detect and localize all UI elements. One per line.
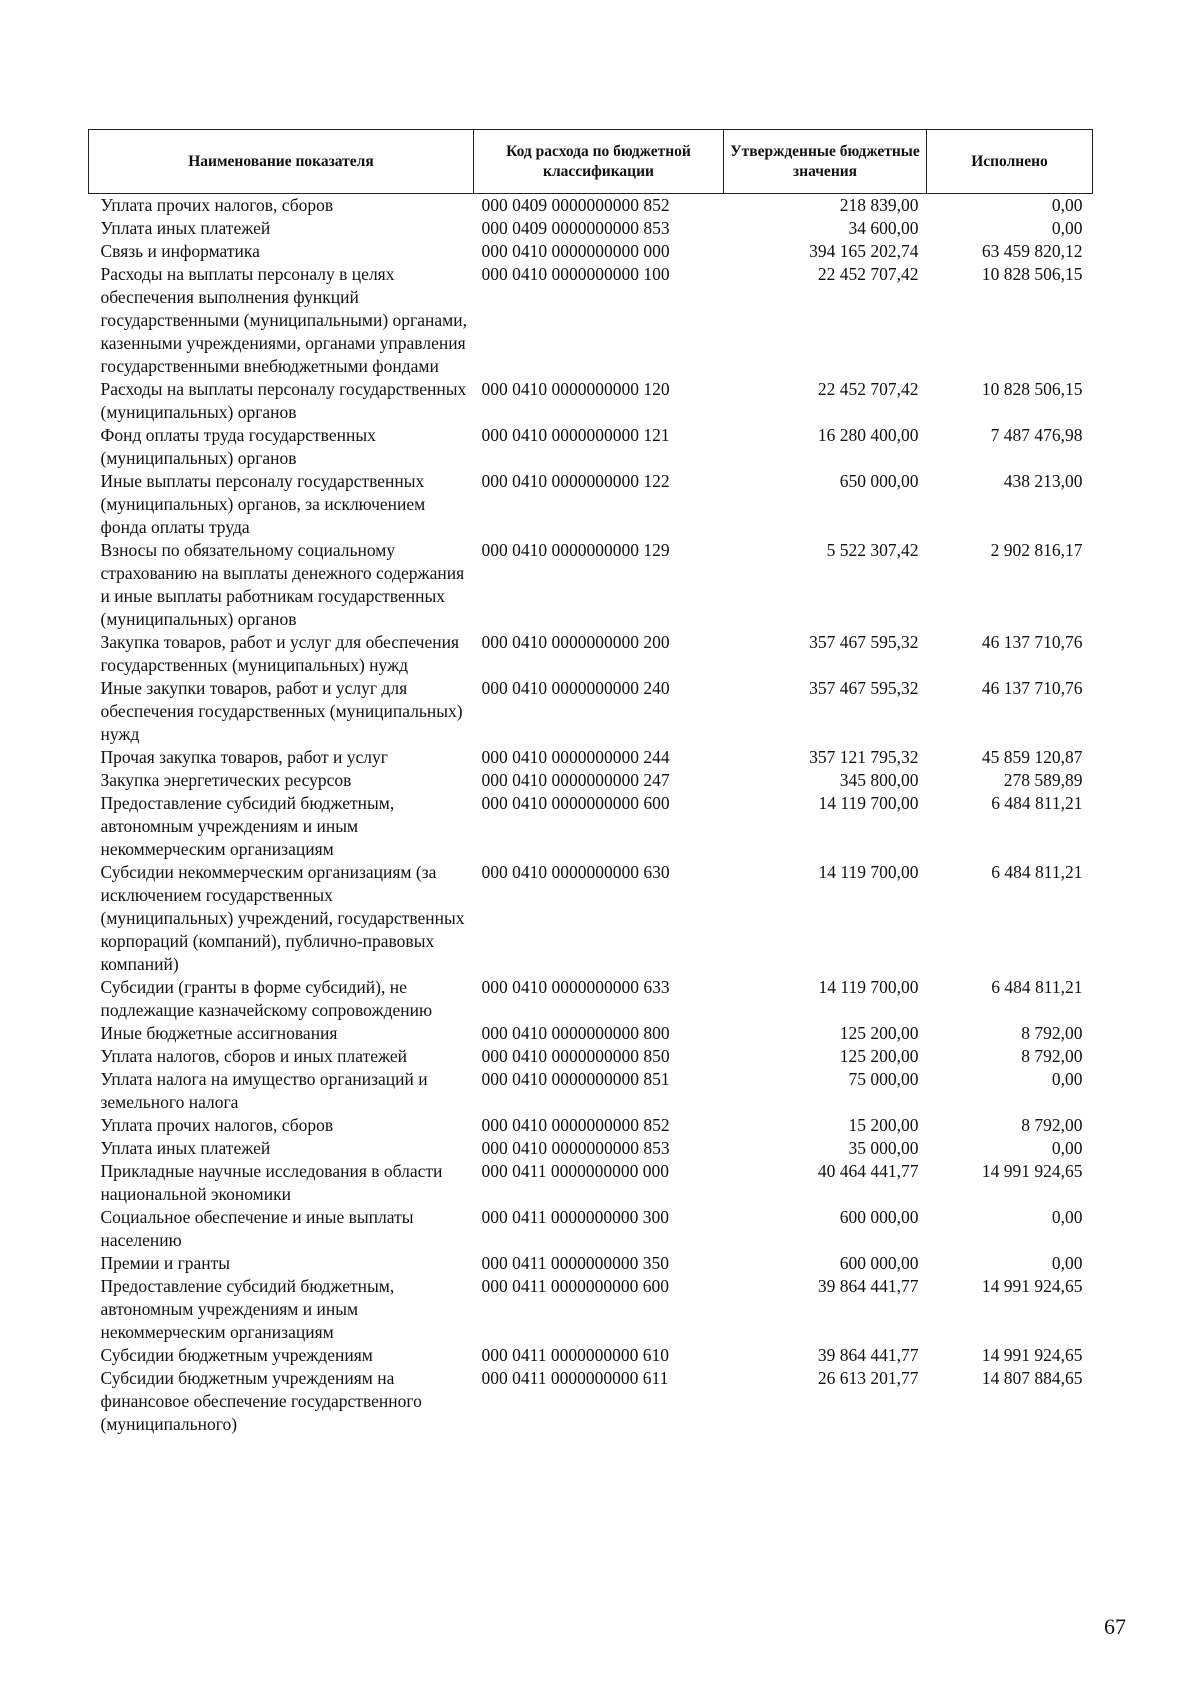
table-row — [89, 1344, 1093, 1367]
row-executed-value: 2 902 816,17 — [990, 540, 1083, 560]
table-row — [89, 194, 1093, 218]
row-approved-value: 650 000,00 — [839, 471, 919, 491]
row-approved-value: 14 119 700,00 — [818, 862, 919, 882]
row-executed-value: 8 792,00 — [1021, 1115, 1083, 1135]
row-budget-code: 000 0411 0000000000 300 — [481, 1207, 669, 1227]
row-name: Расходы на выплаты персоналу в целях обеспечения выполнения функций государственными (муниципальными) органами, казенными учреждениями, органами управления государственными внебюджетными фондами — [100, 264, 467, 376]
header-executed: Исполнено — [927, 130, 1093, 194]
row-budget-code: 000 0410 0000000000 122 — [481, 471, 670, 491]
row-executed-value: 45 859 120,87 — [981, 747, 1083, 767]
table-row — [89, 1275, 1093, 1344]
header-approved-values: Утвержденные бюджетные значения — [724, 130, 927, 194]
table-row — [89, 976, 1093, 1022]
row-budget-code: 000 0410 0000000000 000 — [481, 241, 670, 261]
table-row — [89, 424, 1093, 470]
row-approved-value: 14 119 700,00 — [818, 793, 919, 813]
row-name: Уплата налогов, сборов и иных платежей — [100, 1046, 407, 1066]
table-row — [89, 1045, 1093, 1068]
row-budget-code: 000 0411 0000000000 000 — [481, 1161, 669, 1181]
row-approved-value: 34 600,00 — [848, 218, 919, 238]
row-executed-value: 7 487 476,98 — [990, 425, 1083, 445]
table-row — [89, 792, 1093, 861]
row-name: Закупка энергетических ресурсов — [100, 770, 352, 790]
row-name: Субсидии некоммерческим организациям (за исключением государственных (муниципальных) учреждений, государственных корпораций (компаний), публично-правовых компаний) — [100, 862, 465, 974]
table-row — [89, 1206, 1093, 1252]
row-executed-value: 0,00 — [1051, 1253, 1083, 1273]
row-budget-code: 000 0409 0000000000 852 — [481, 195, 670, 215]
row-approved-value: 75 000,00 — [848, 1069, 919, 1089]
row-budget-code: 000 0410 0000000000 247 — [481, 770, 670, 790]
table-row — [89, 263, 1093, 378]
row-budget-code: 000 0411 0000000000 350 — [481, 1253, 669, 1273]
table-row — [89, 240, 1093, 263]
row-executed-value: 14 807 884,65 — [981, 1368, 1083, 1388]
row-name: Субсидии бюджетным учреждениям — [100, 1345, 373, 1365]
row-name: Фонд оплаты труда государственных (муниципальных) органов — [100, 425, 376, 468]
row-executed-value: 63 459 820,12 — [981, 241, 1083, 261]
row-approved-value: 40 464 441,77 — [817, 1161, 919, 1181]
row-budget-code: 000 0410 0000000000 633 — [481, 977, 670, 997]
row-name: Социальное обеспечение и иные выплаты населению — [100, 1207, 414, 1250]
row-executed-value: 0,00 — [1051, 1069, 1083, 1089]
row-name: Закупка товаров, работ и услуг для обеспечения государственных (муниципальных) нужд — [100, 632, 460, 675]
row-budget-code: 000 0410 0000000000 120 — [481, 379, 670, 399]
row-approved-value: 16 280 400,00 — [817, 425, 919, 445]
row-name: Иные закупки товаров, работ и услуг для обеспечения государственных (муниципальных) нужд — [100, 678, 463, 744]
row-budget-code: 000 0410 0000000000 800 — [481, 1023, 670, 1043]
table-row — [89, 1068, 1093, 1114]
row-approved-value: 357 121 795,32 — [809, 747, 919, 767]
row-name: Премии и гранты — [100, 1253, 231, 1273]
row-executed-value: 10 828 506,15 — [981, 379, 1083, 399]
row-executed-value: 0,00 — [1051, 1138, 1083, 1158]
row-executed-value: 6 484 811,21 — [991, 862, 1083, 882]
row-approved-value: 125 200,00 — [839, 1023, 919, 1043]
row-budget-code: 000 0410 0000000000 850 — [481, 1046, 670, 1066]
row-approved-value: 357 467 595,32 — [809, 678, 919, 698]
row-name: Иные выплаты персоналу государственных (муниципальных) органов, за исключением фонда оплаты труда — [100, 471, 426, 537]
row-executed-value: 0,00 — [1051, 218, 1083, 238]
table-row — [89, 677, 1093, 746]
row-executed-value: 10 828 506,15 — [981, 264, 1083, 284]
row-executed-value: 278 589,89 — [1003, 770, 1083, 790]
row-name: Расходы на выплаты персоналу государственных (муниципальных) органов — [100, 379, 467, 422]
row-budget-code: 000 0410 0000000000 852 — [481, 1115, 670, 1135]
table-row — [89, 631, 1093, 677]
row-approved-value: 357 467 595,32 — [809, 632, 919, 652]
row-executed-value: 6 484 811,21 — [991, 977, 1083, 997]
table-row — [89, 1022, 1093, 1045]
row-name: Уплата прочих налогов, сборов — [100, 1115, 334, 1135]
row-budget-code: 000 0410 0000000000 630 — [481, 862, 670, 882]
table-row — [89, 1114, 1093, 1137]
row-budget-code: 000 0410 0000000000 129 — [481, 540, 670, 560]
row-approved-value: 39 864 441,77 — [817, 1276, 919, 1296]
row-name: Уплата прочих налогов, сборов — [100, 195, 334, 215]
row-name: Субсидии (гранты в форме субсидий), не подлежащие казначейскому сопровождению — [100, 977, 433, 1020]
table-row — [89, 769, 1093, 792]
row-executed-value: 14 991 924,65 — [981, 1345, 1083, 1365]
table-header — [89, 130, 1093, 194]
row-approved-value: 5 522 307,42 — [826, 540, 919, 560]
row-approved-value: 14 119 700,00 — [818, 977, 919, 997]
row-approved-value: 22 452 707,42 — [817, 264, 919, 284]
row-budget-code: 000 0410 0000000000 100 — [481, 264, 670, 284]
row-budget-code: 000 0411 0000000000 611 — [481, 1368, 669, 1388]
row-name: Субсидии бюджетным учреждениям на финансовое обеспечение государственного (муниципального) — [100, 1368, 422, 1434]
row-approved-value: 26 613 201,77 — [817, 1368, 919, 1388]
row-approved-value: 15 200,00 — [848, 1115, 919, 1135]
table-row — [89, 378, 1093, 424]
row-budget-code: 000 0410 0000000000 200 — [481, 632, 670, 652]
table-row — [89, 746, 1093, 769]
row-approved-value: 600 000,00 — [839, 1207, 919, 1227]
row-budget-code: 000 0410 0000000000 853 — [481, 1138, 670, 1158]
row-approved-value: 35 000,00 — [848, 1138, 919, 1158]
row-budget-code: 000 0410 0000000000 121 — [481, 425, 670, 445]
row-approved-value: 394 165 202,74 — [809, 241, 919, 261]
row-approved-value: 125 200,00 — [839, 1046, 919, 1066]
row-name: Предоставление субсидий бюджетным, автономным учреждениям и иным некоммерческим организациям — [100, 793, 395, 859]
row-approved-value: 345 800,00 — [839, 770, 919, 790]
row-approved-value: 600 000,00 — [839, 1253, 919, 1273]
row-budget-code: 000 0410 0000000000 244 — [481, 747, 670, 767]
row-budget-code: 000 0410 0000000000 851 — [481, 1069, 670, 1089]
table-row — [89, 539, 1093, 631]
row-approved-value: 22 452 707,42 — [817, 379, 919, 399]
row-name: Связь и информатика — [100, 241, 260, 261]
row-name: Прочая закупка товаров, работ и услуг — [100, 747, 388, 767]
row-approved-value: 39 864 441,77 — [817, 1345, 919, 1365]
table-row — [89, 470, 1093, 539]
row-name: Уплата налога на имущество организаций и земельного налога — [100, 1069, 428, 1112]
row-name: Взносы по обязательному социальному страхованию на выплаты денежного содержания и иные выплаты работникам государственных (муниципальных) органов — [100, 540, 465, 629]
table-row — [89, 1252, 1093, 1275]
table-row — [89, 1160, 1093, 1206]
row-executed-value: 6 484 811,21 — [991, 793, 1083, 813]
row-budget-code: 000 0411 0000000000 600 — [481, 1276, 669, 1296]
row-executed-value: 0,00 — [1051, 195, 1083, 215]
header-indicator-name: Наименование показателя — [89, 130, 474, 194]
row-name: Предоставление субсидий бюджетным, автономным учреждениям и иным некоммерческим организациям — [100, 1276, 395, 1342]
table-row — [89, 1367, 1093, 1436]
row-approved-value: 218 839,00 — [839, 195, 919, 215]
row-budget-code: 000 0410 0000000000 600 — [481, 793, 670, 813]
row-name: Прикладные научные исследования в области национальной экономики — [100, 1161, 443, 1204]
row-budget-code: 000 0409 0000000000 853 — [481, 218, 670, 238]
row-budget-code: 000 0410 0000000000 240 — [481, 678, 670, 698]
row-name: Уплата иных платежей — [100, 218, 271, 238]
row-name: Иные бюджетные ассигнования — [100, 1023, 338, 1043]
row-executed-value: 14 991 924,65 — [981, 1161, 1083, 1181]
row-executed-value: 438 213,00 — [1003, 471, 1083, 491]
header-budget-code: Код расхода по бюджетной классификации — [474, 130, 724, 194]
row-executed-value: 8 792,00 — [1021, 1023, 1083, 1043]
row-executed-value: 46 137 710,76 — [981, 678, 1083, 698]
row-budget-code: 000 0411 0000000000 610 — [481, 1345, 669, 1365]
table-row — [89, 1137, 1093, 1160]
table-row — [89, 217, 1093, 240]
table-row — [89, 861, 1093, 976]
row-executed-value: 8 792,00 — [1021, 1046, 1083, 1066]
row-executed-value: 14 991 924,65 — [981, 1276, 1083, 1296]
row-executed-value: 0,00 — [1051, 1207, 1083, 1227]
row-name: Уплата иных платежей — [100, 1138, 271, 1158]
table-body — [89, 194, 1093, 1437]
budget-execution-table — [88, 129, 1093, 1436]
row-executed-value: 46 137 710,76 — [981, 632, 1083, 652]
page-number: 67 — [1104, 1614, 1126, 1639]
